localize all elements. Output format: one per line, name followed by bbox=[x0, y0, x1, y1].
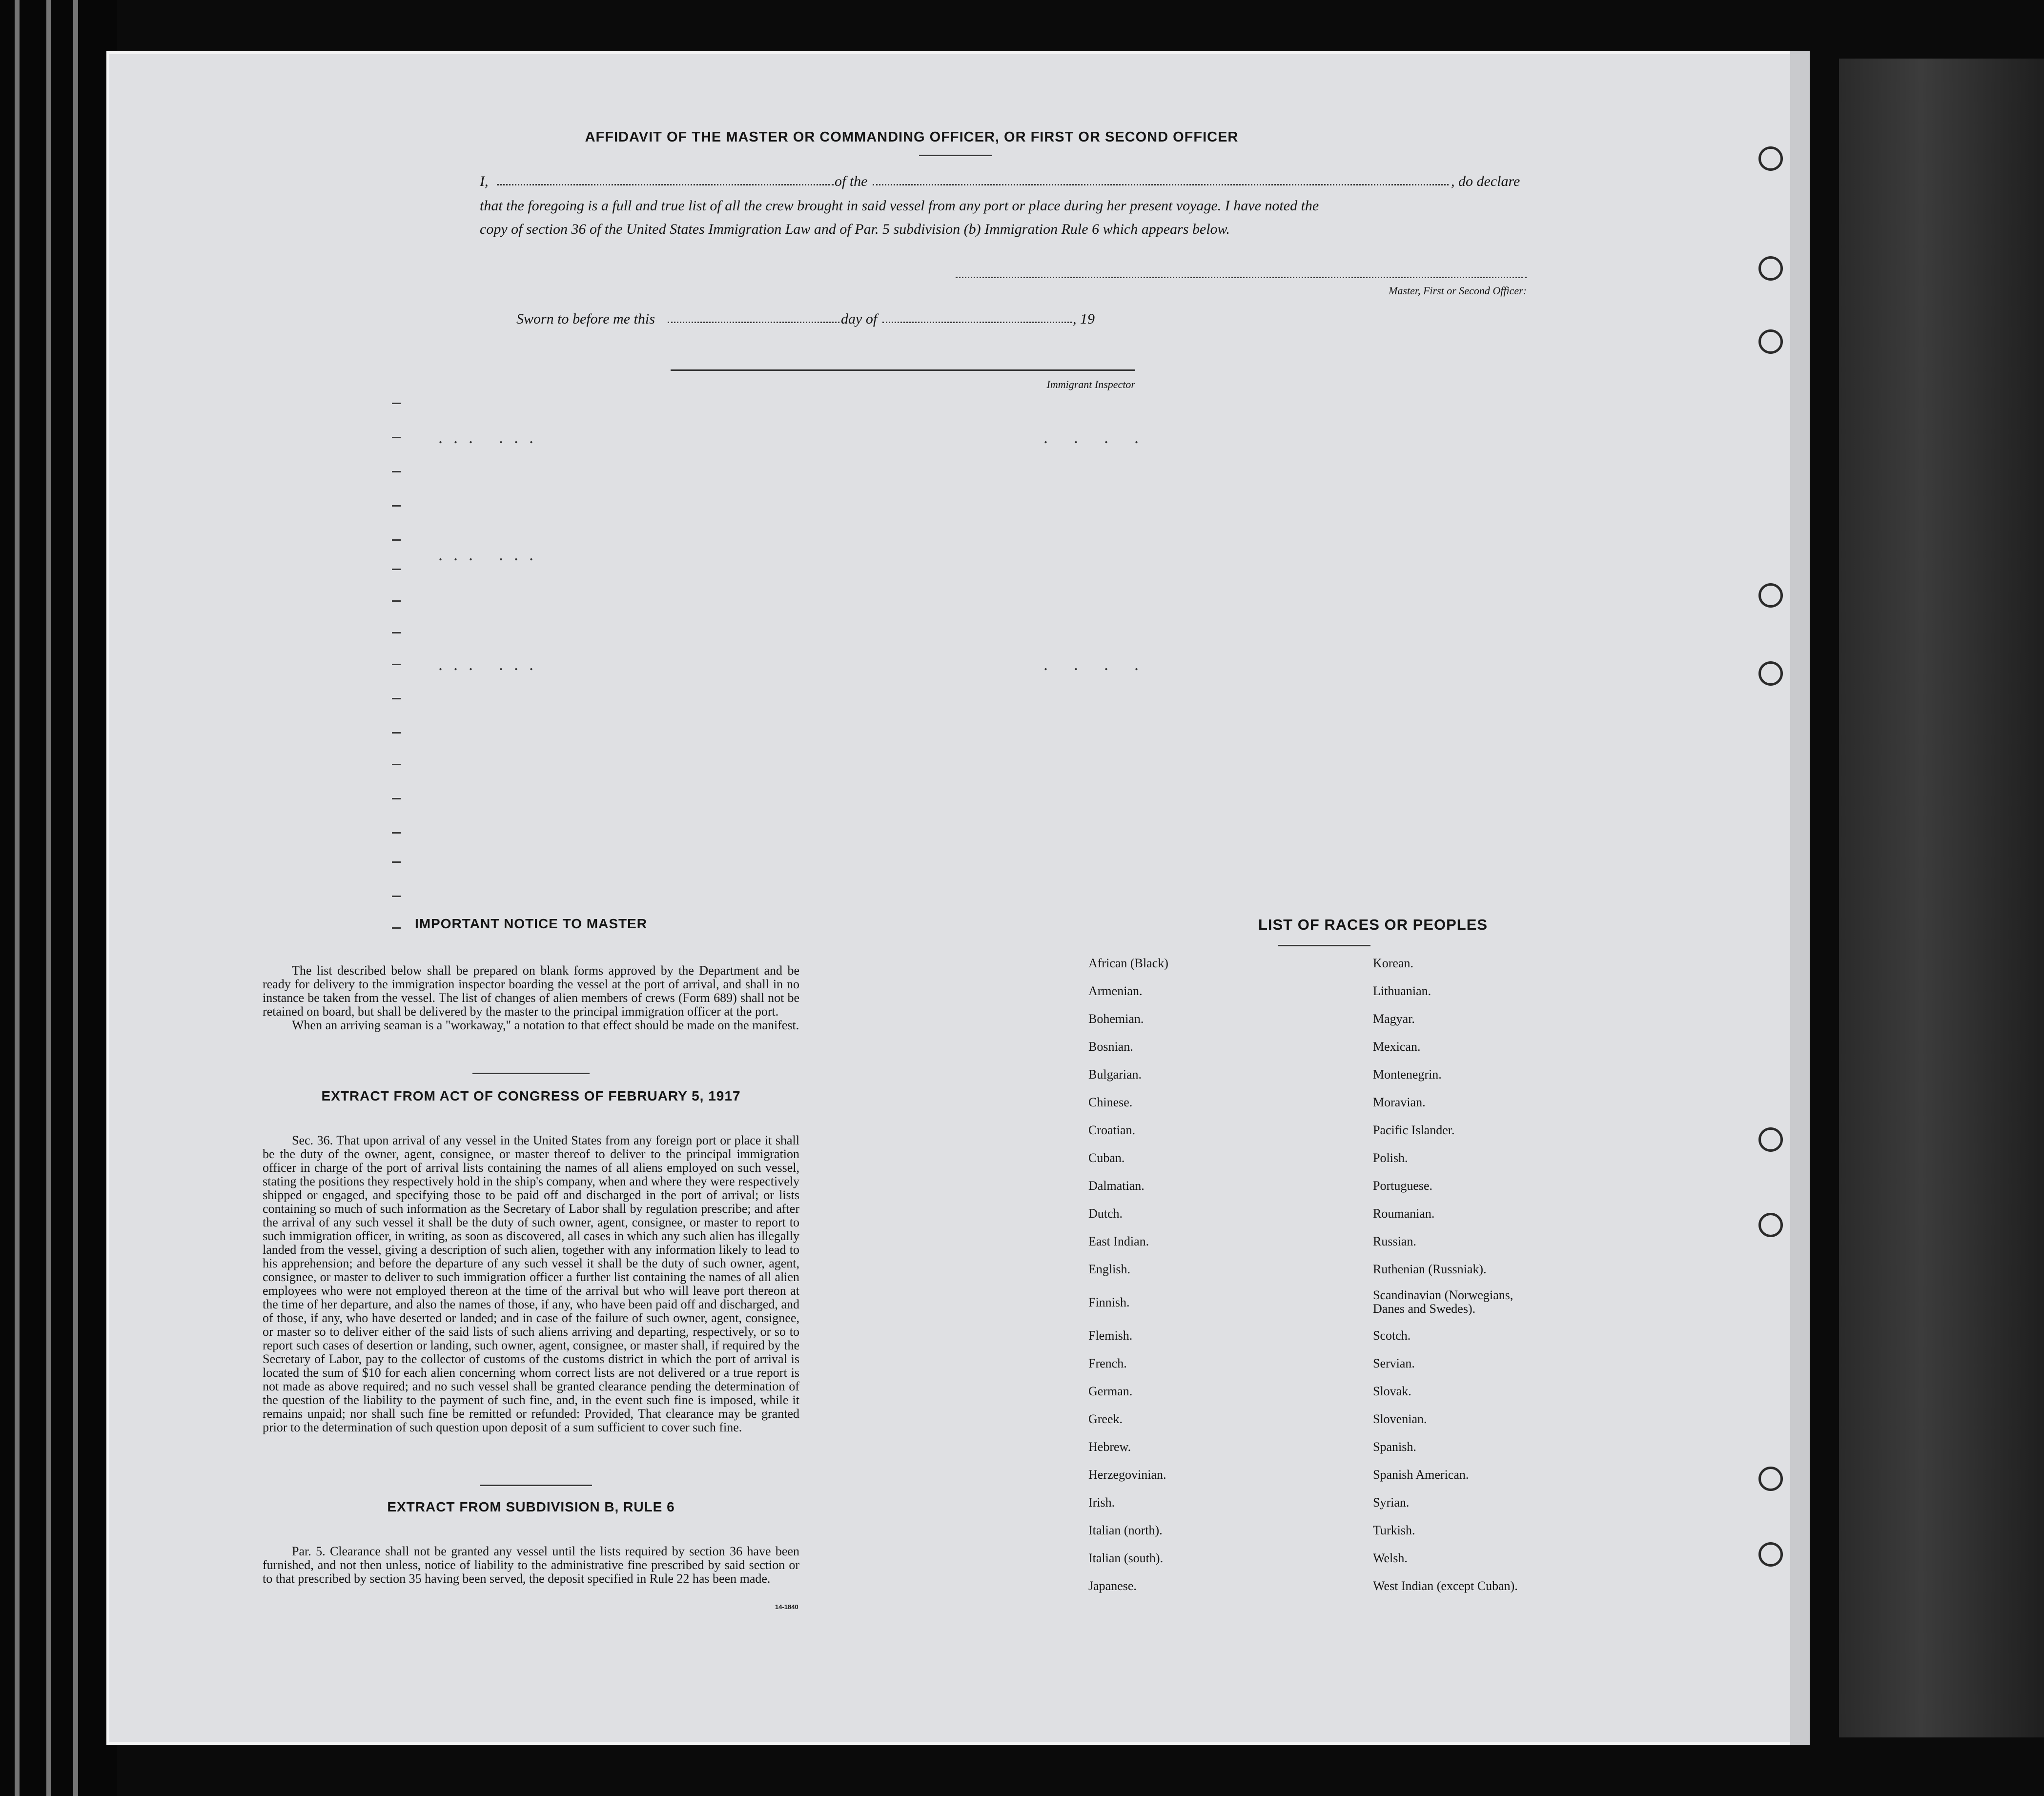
bleed-mark: ... ... bbox=[438, 654, 544, 674]
film-edge-line bbox=[46, 0, 51, 1796]
extract-rule-body bbox=[263, 1545, 799, 1586]
film-border-right bbox=[1839, 59, 2044, 1737]
section-36-text: Sec. 36. That upon arrival of any vessel in the United States from any foreign port or place it shall be the duty of the owner, agent, consignee, or master thereof to deliver to the principal immigration officer in charge of the port of arrival lists containing the names of all aliens employed on such vessel, stating the positions they respectively hold in the ship's company, when and where they were respectively shipped or engaged, and specifying those to be paid off and discharged in the port of arrival; or lists containing so much of such information as the Secretary of Labor shall by regulation prescribe; and after the arrival of any such vessel it shall be the duty of such owner, agent, consignee, or master to report to such immigration officer, in writing, as soon as discovered, all cases in which any such alien has illegally landed from the vessel, giving a description of such alien, together with any information likely to lead to his apprehension; and before the departure of any such vessel it shall be the duty of such owner, agent, consignee, or master to deliver to such immigration officer a further list containing the names of all alien employees who were not employed thereon at the time of the arrival but who will leave port thereon at the time of her departure, and also the names of those, if any, who have been paid off and discharged, and of those, if any, who have deserted or landed; and in case of the failure of such owner, agent, consignee, or master so to deliver either of the said lists of such aliens arriving and departing, respectively, or so to report such cases of desertion or landing, such owner, agent, consignee, or master shall, if required by the Secretary of Labor, pay to the collector of customs of the customs district in which the port of arrival is located the sum of $10 for each alien concerning whom correct lists are not delivered or a true report is not made as above required; and no such vessel shall be granted clearance pending the determination of the question of the liability to the payment of such fine, and, in the event such fine is imposed, while it remains unpaid; nor shall such fine be remitted or refunded: Provided, That clearance may be granted prior to the determination of such question upon deposit of a sum sufficient to cover such fine. bbox=[263, 1133, 799, 1434]
affidavit-line3: copy of section 36 of the United States Immigration Law and of Par. 5 subdivision (b) Immigration Rule 6 which appears below. bbox=[480, 221, 1230, 237]
race-item: African (Black) bbox=[1088, 956, 1168, 970]
signature-label: Master, First or Second Officer: bbox=[1389, 285, 1527, 297]
races-left-column bbox=[1088, 957, 1342, 1650]
vessel-blank[interactable] bbox=[873, 184, 1449, 185]
affidavit-of-the-label: of the bbox=[835, 173, 868, 189]
race-item: Magyar. bbox=[1373, 1012, 1415, 1026]
binder-hole bbox=[1758, 661, 1783, 686]
document-page bbox=[106, 51, 1810, 1745]
race-item: Japanese. bbox=[1088, 1579, 1137, 1593]
race-item: Italian (south). bbox=[1088, 1551, 1164, 1565]
race-item: Flemish. bbox=[1088, 1328, 1133, 1343]
binder-hole bbox=[1758, 583, 1783, 608]
race-item: Turkish. bbox=[1373, 1523, 1415, 1537]
sworn-month-blank[interactable] bbox=[882, 322, 1072, 323]
race-item: Spanish American. bbox=[1373, 1468, 1469, 1482]
binder-hole bbox=[1758, 329, 1783, 354]
bleed-mark: . . . . bbox=[1043, 654, 1149, 674]
bleed-mark bbox=[392, 539, 401, 541]
bleed-mark bbox=[392, 600, 401, 602]
race-item: Roumanian. bbox=[1373, 1206, 1435, 1221]
race-item: Armenian. bbox=[1088, 984, 1143, 998]
bleed-mark bbox=[392, 896, 401, 897]
title-rule bbox=[919, 155, 992, 156]
race-item: Italian (north). bbox=[1088, 1523, 1163, 1537]
race-item: Cuban. bbox=[1088, 1151, 1125, 1165]
title-rule bbox=[1278, 945, 1370, 946]
notice-paragraph-2: When an arriving seaman is a "workaway," a notation to that effect should be made on the manifest. bbox=[292, 1018, 799, 1032]
bleed-mark bbox=[392, 764, 401, 765]
bleed-mark bbox=[392, 632, 401, 633]
race-item: Herzegovinian. bbox=[1088, 1468, 1166, 1482]
inspector-label: Immigrant Inspector bbox=[1046, 378, 1135, 390]
race-item: Ruthenian (Russniak). bbox=[1373, 1262, 1487, 1276]
bleed-mark: ... ... bbox=[438, 428, 544, 447]
notice-paragraph-1: The list described below shall be prepared on blank forms approved by the Department and be ready for delivery to the immigration inspector boarding the vessel at the port of arrival, and shall in no instance be taken from the vessel. The list of changes of alien members of crews (Form 689) shall not be retained on board, but shall be delivered by the master to the principal immigration officer at the port. bbox=[263, 963, 799, 1019]
affidavit-i-label: I, bbox=[480, 173, 489, 189]
race-item: Mexican. bbox=[1373, 1040, 1421, 1054]
extract-rule-title: EXTRACT FROM SUBDIVISION B, RULE 6 bbox=[387, 1499, 675, 1514]
race-item: Dutch. bbox=[1088, 1206, 1123, 1221]
race-item: Portuguese. bbox=[1373, 1179, 1433, 1193]
race-item: Irish. bbox=[1088, 1495, 1115, 1510]
race-item: Slovenian. bbox=[1373, 1412, 1427, 1426]
race-item: Finnish. bbox=[1088, 1295, 1130, 1309]
bleed-mark bbox=[392, 798, 401, 799]
section-rule bbox=[480, 1485, 592, 1486]
race-item: Lithuanian. bbox=[1373, 984, 1431, 998]
race-item: Moravian. bbox=[1373, 1095, 1426, 1109]
section-rule bbox=[472, 1073, 590, 1074]
binder-hole bbox=[1758, 1542, 1783, 1567]
race-item: Dalmatian. bbox=[1088, 1179, 1145, 1193]
race-item: Polish. bbox=[1373, 1151, 1408, 1165]
race-item: Chinese. bbox=[1088, 1095, 1133, 1109]
bleed-mark bbox=[392, 569, 401, 570]
race-item: Slovak. bbox=[1373, 1384, 1411, 1398]
notice-title: IMPORTANT NOTICE TO MASTER bbox=[414, 916, 648, 931]
bleed-mark bbox=[392, 832, 401, 834]
binder-hole bbox=[1758, 1467, 1783, 1491]
affidavit-declare-label: , do declare bbox=[1451, 173, 1520, 189]
sworn-year: , 19 bbox=[1073, 311, 1095, 327]
race-item: Korean. bbox=[1373, 956, 1414, 970]
race-item: French. bbox=[1088, 1356, 1127, 1370]
extract-act-title: EXTRACT FROM ACT OF CONGRESS OF FEBRUARY 5, 1917 bbox=[321, 1088, 741, 1103]
notice-body bbox=[263, 964, 799, 1032]
race-item: Montenegrin. bbox=[1373, 1067, 1442, 1082]
race-item: West Indian (except Cuban). bbox=[1373, 1579, 1518, 1593]
bleed-mark bbox=[392, 664, 401, 665]
races-right-column bbox=[1373, 957, 1646, 1650]
race-item: Hebrew. bbox=[1088, 1440, 1131, 1454]
name-blank[interactable] bbox=[497, 184, 834, 185]
bleed-mark bbox=[392, 471, 401, 472]
form-number: 14-1840 bbox=[775, 1603, 798, 1611]
bleed-mark: . . . . bbox=[1043, 428, 1149, 447]
race-item: Servian. bbox=[1373, 1356, 1415, 1370]
extract-act-body bbox=[263, 1134, 799, 1434]
signature-blank[interactable] bbox=[956, 277, 1527, 278]
binder-hole bbox=[1758, 1213, 1783, 1237]
affidavit-line2: that the foregoing is a full and true list of all the crew brought in said vessel from any port or place during her present voyage. I have noted the bbox=[480, 198, 1319, 214]
bleed-mark bbox=[392, 732, 401, 734]
film-border-left bbox=[0, 0, 117, 1796]
race-item: Spanish. bbox=[1373, 1440, 1416, 1454]
affidavit-title: AFFIDAVIT OF THE MASTER OR COMMANDING OFFICER, OR FIRST OR SECOND OFFICER bbox=[585, 129, 1239, 145]
bleed-mark bbox=[392, 437, 401, 438]
film-edge-line bbox=[73, 0, 78, 1796]
race-item: English. bbox=[1088, 1262, 1130, 1276]
race-item: Bohemian. bbox=[1088, 1012, 1144, 1026]
film-edge-line bbox=[15, 0, 20, 1796]
bleed-mark bbox=[392, 403, 401, 404]
bleed-mark bbox=[392, 861, 401, 863]
bleed-mark: ... ... bbox=[438, 545, 544, 564]
race-item: Greek. bbox=[1088, 1412, 1123, 1426]
race-item: Russian. bbox=[1373, 1234, 1416, 1248]
page-edge-shadow bbox=[1790, 51, 1810, 1745]
inspector-signature-line[interactable] bbox=[671, 369, 1135, 371]
sworn-prefix: Sworn to before me this bbox=[516, 311, 655, 327]
race-item: Bosnian. bbox=[1088, 1040, 1133, 1054]
race-item: Scandinavian (Norwegians, Danes and Swedes). bbox=[1373, 1288, 1513, 1316]
rule-6-text: Par. 5. Clearance shall not be granted any vessel until the lists required by section 36 have been furnished, and not then unless, notice of liability to the administrative fine prescribed by said section or to that prescribed by section 35 having been served, the deposit specified in Rule 22 has been made. bbox=[263, 1544, 799, 1586]
race-item: Bulgarian. bbox=[1088, 1067, 1142, 1082]
race-item: East Indian. bbox=[1088, 1234, 1149, 1248]
race-item: Scotch. bbox=[1373, 1328, 1411, 1343]
race-item: Welsh. bbox=[1373, 1551, 1408, 1565]
bleed-mark bbox=[392, 505, 401, 507]
races-title: LIST OF RACES OR PEOPLES bbox=[1258, 916, 1488, 933]
race-item: German. bbox=[1088, 1384, 1133, 1398]
race-item: Croatian. bbox=[1088, 1123, 1136, 1137]
binder-hole bbox=[1758, 1127, 1783, 1152]
binder-hole bbox=[1758, 256, 1783, 281]
sworn-day-of: day of bbox=[841, 311, 878, 327]
sworn-day-blank[interactable] bbox=[668, 322, 839, 323]
bleed-mark bbox=[392, 698, 401, 699]
binder-hole bbox=[1758, 146, 1783, 171]
race-item: Syrian. bbox=[1373, 1495, 1410, 1510]
race-item: Pacific Islander. bbox=[1373, 1123, 1455, 1137]
